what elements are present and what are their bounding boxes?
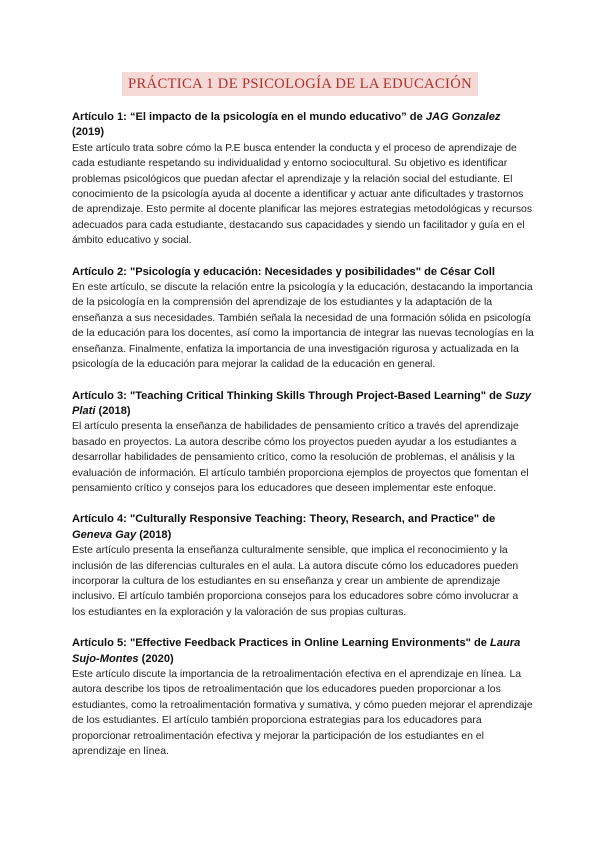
article-heading (72, 512, 534, 543)
article-heading (72, 389, 534, 420)
article-body: Este artículo discute la importancia de la retroalimentación efectiva en el aprendizaje en línea. La autora describe los tipos de retroalimentación que los educadores pueden proporcionar a los estudiantes, como la retroalimentación formativa y sumativa, y cómo pueden mejorar el aprendizaje de los estudiantes. El artículo también proporciona estrategias para los educadores para proporcionar retroalimentación efectiva y mejorar la participación de los estudiantes en el aprendizaje en línea. (72, 669, 533, 758)
article-title: Artículo 5: "Effective Feedback Practices in Online Learning Environments" de (72, 637, 491, 650)
article-heading (72, 265, 534, 280)
article-author: Suzy Plati (72, 389, 532, 417)
article-title: Artículo 3: "Teaching Critical Thinking Skills Through Project-Based Learning" de (72, 389, 506, 402)
page-title: PRÁCTICA 1 DE PSICOLOGÍA DE LA EDUCACIÓN (122, 72, 478, 96)
article-year: (2018) (136, 528, 172, 541)
article-author: Laura Sujo-Montes (72, 637, 521, 665)
article-body: El artículo presenta la enseñanza de habilidades de pensamiento crítico a través del aprendizaje basado en proyectos. La autora describe cómo los proyectos pueden ayudar a los estudiantes a desarrollar habilidades de pensamiento crítico, como la resolución de problemas, el análisis y la evaluación de información. El artículo también proporciona ejemplos de proyectos que fomentan el pensamiento crítico y consejos para los educadores que deseen implementar este enfoque. (72, 421, 529, 494)
article-5 (72, 636, 534, 759)
title-wrapper (0, 72, 600, 96)
article-year: (2019) (72, 126, 105, 139)
article-list (72, 110, 534, 775)
article-2 (72, 265, 534, 373)
article-year: (2018) (95, 404, 131, 417)
article-title: Artículo 1: “El impacto de la psicología en el mundo educativo” de (72, 111, 426, 123)
article-author: Geneva Gay (72, 528, 137, 541)
article-title: Artículo 2: "Psicología y educación: Necesidades y posibilidades" de César Coll (72, 265, 495, 278)
article-3 (72, 389, 534, 497)
article-heading (72, 110, 534, 141)
article-body: En este artículo, se discute la relación entre la psicología y la educación, destacando la importancia de la psicología en la comprensión del aprendizaje de los estudiantes y la adaptación de la enseñanza a sus necesidades. También señala la necesidad de una formación sólida en psicología de la educación para los docentes, así como la importancia de integrar las nuevas tecnologías en la enseñanza. Finalmente, enfatiza la importancia de una investigación rigurosa y actualizada en la psicología de la educación para mejorar la calidad de la educación en general. (72, 282, 534, 371)
article-heading (72, 636, 534, 667)
article-1 (72, 110, 534, 249)
article-year: (2020) (138, 652, 174, 665)
article-title: Artículo 4: "Culturally Responsive Teaching: Theory, Research, and Practice" de (72, 513, 496, 526)
article-4 (72, 512, 534, 620)
article-author: JAG Gonzalez (425, 111, 501, 123)
article-body: Este artículo presenta la enseñanza culturalmente sensible, que implica el reconocimiento y la inclusión de las diferencias culturales en el aula. La autora discute cómo los educadores pueden incorporar la cultura de los estudiantes en su enseñanza y crear un ambiente de aprendizaje inclusivo. El artículo también proporciona consejos para los educadores sobre cómo involucrar a los estudiantes en la exploración y la valoración de sus propias culturas. (72, 545, 519, 618)
article-body: Este artículo trata sobre cómo la P.E busca entender la conducta y el proceso de aprendizaje de cada estudiante respetando su individualidad y entorno sociocultural. Su objetivo es identificar problemas psicológicos que puedan afectar el aprendizaje y la relación social del estudiante. El conocimiento de la psicología ayuda al docente a identificar y actuar ante dificultades y trastornos de aprendizaje. Esto permite al docente planificar las mejores estrategias metodológicas y recursos adecuados para cada estudiante, destacando sus capacidades y siendo un facilitador y guía en el ámbito educativo y social. (72, 142, 533, 247)
